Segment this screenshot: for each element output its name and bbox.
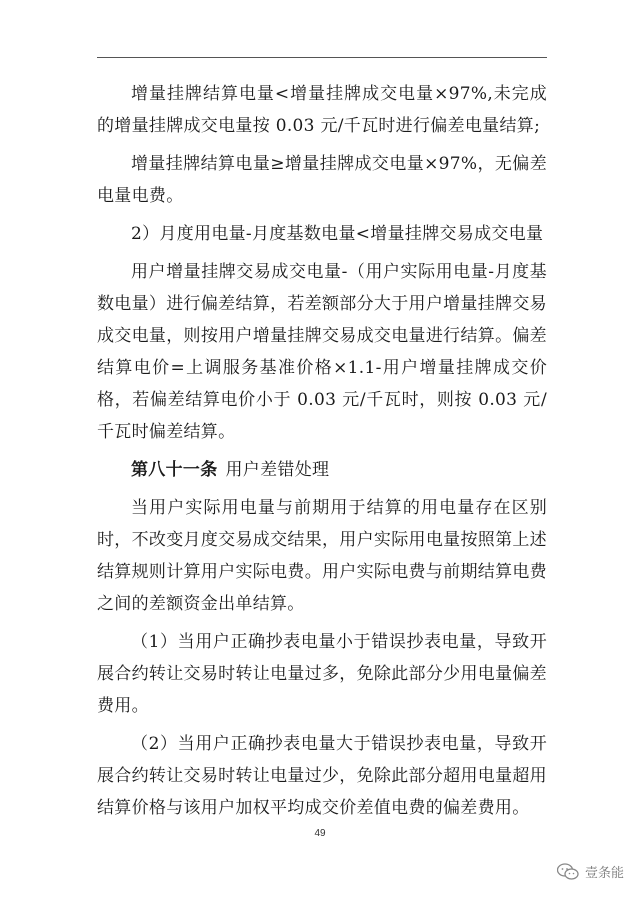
paragraph: 用户增量挂牌交易成交电量-（用户实际用电量-月度基数电量）进行偏差结算，若差额部分大于用户增量挂牌交易成交电量，则按用户增量挂牌交易成交电量进行结算。偏差结算电价=上调服务基准价格×1.1-用户增量挂牌成交价格，若偏差结算电价小于 0.03 元/千瓦时，则按 0.03 元/千瓦时偏差结算。: [97, 262, 547, 442]
header-rule: [97, 57, 547, 58]
paragraph: （2）当用户正确抄表电量大于错误抄表电量，导致开展合约转让交易时转让电量过少，免除此部分超用电量超用结算价格与该用户加权平均成交价差值电费的偏差费用。: [97, 734, 547, 818]
wechat-icon: [557, 863, 579, 881]
article-number: 第八十一条: [131, 460, 218, 480]
paragraph: （1）当用户正确抄表电量小于错误抄表电量，导致开展合约转让交易时转让电量过多，免除此部分少用电量偏差费用。: [97, 632, 547, 716]
paragraph: 增量挂牌结算电量<增量挂牌成交电量×97%,未完成的增量挂牌成交电量按 0.03 元/千瓦时进行偏差电量结算;: [97, 84, 547, 136]
document-body: [97, 78, 547, 824]
page-number: 49: [314, 828, 326, 839]
paragraph: 2）月度用电量-月度基数电量<增量挂牌交易成交电量: [131, 224, 544, 244]
paragraph: 当用户实际用电量与前期用于结算的用电量存在区别时，不改变月度交易成交结果，用户实际用电量按照第上述结算规则计算用户实际电费。用户实际电费与前期结算电费之间的差额资金出单结算。: [97, 498, 547, 614]
watermark: [557, 862, 624, 881]
article-title: 用户差错处理: [225, 460, 330, 480]
paragraph: 增量挂牌结算电量≥增量挂牌成交电量×97%，无偏差电量电费。: [97, 154, 547, 206]
watermark-text: 壹条能: [584, 866, 624, 881]
article-heading: [97, 454, 547, 486]
